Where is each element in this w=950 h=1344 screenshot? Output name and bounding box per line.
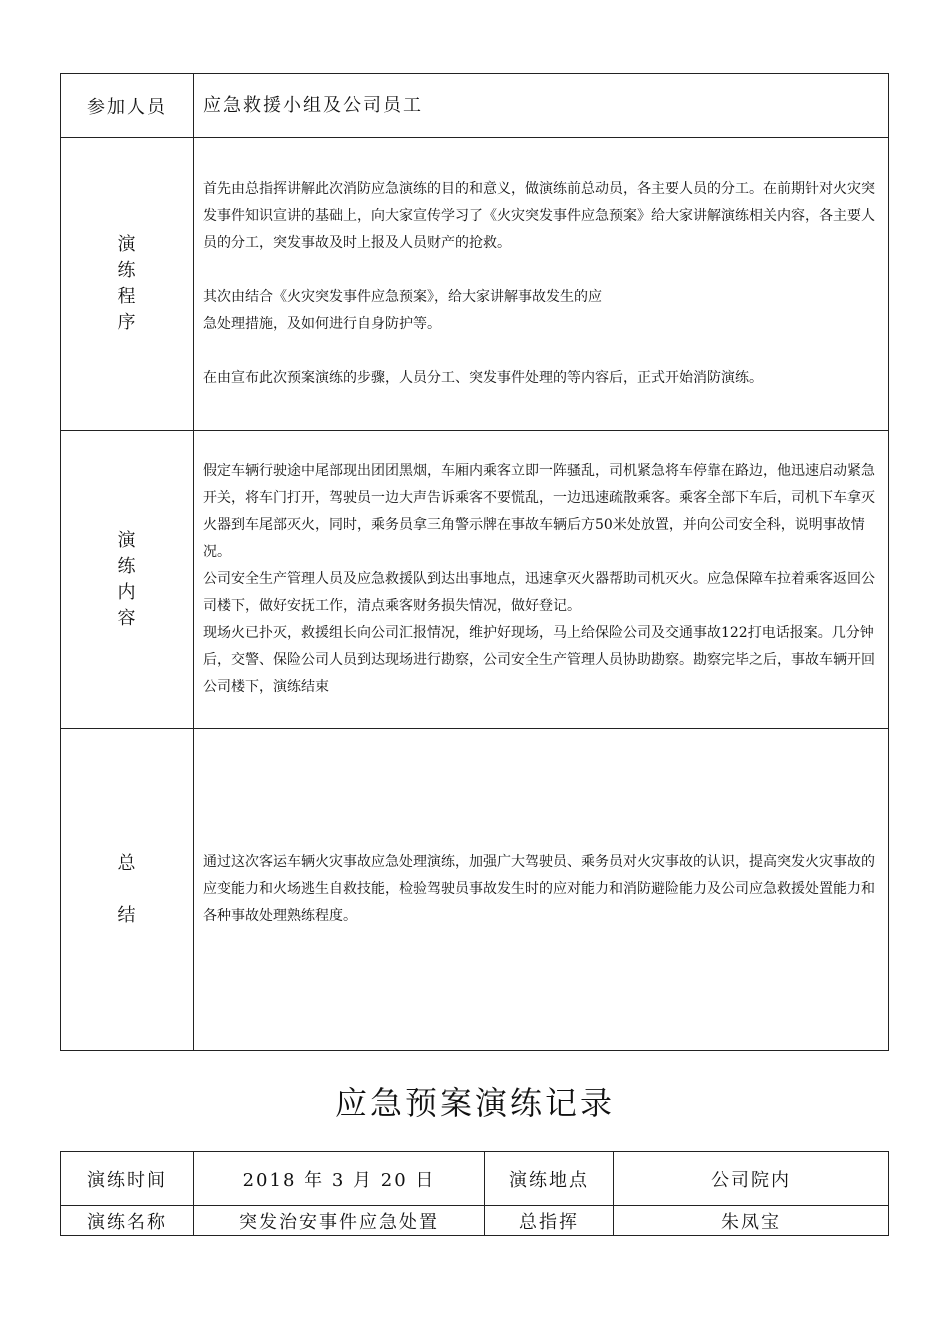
summary-row [61, 729, 889, 1051]
procedure-label-text [118, 232, 137, 336]
content-label [61, 431, 194, 729]
procedure-label [61, 138, 194, 431]
procedure-row [61, 138, 889, 431]
drill-place-value: 公司院内 [614, 1152, 889, 1206]
procedure-paragraph: 在由宣布此次预案演练的步骤，人员分工、突发事件处理的等内容后，正式开始消防演练。 [203, 370, 763, 386]
procedure-value [194, 138, 889, 431]
content-label-char: 内 [117, 581, 137, 603]
summary-label [61, 729, 194, 1051]
drill-time-label: 演练时间 [61, 1152, 194, 1206]
procedure-label-char: 练 [117, 260, 137, 281]
commander-value: 朱凤宝 [614, 1206, 889, 1236]
info-row-name-commander [61, 1206, 889, 1236]
procedure-paragraph: 急处理措施，及如何进行自身防护等。 [203, 316, 441, 332]
content-label-char: 演 [117, 529, 137, 551]
content-paragraph: 公司安全生产管理人员及应急救援队到达出事地点，迅速拿灭火器帮助司机灭火。应急保障车拉着乘客返回公司楼下，做好安抚工作，清点乘客财务损失情况，做好登记。 [203, 571, 875, 614]
content-paragraph: 假定车辆行驶途中尾部现出团团黑烟，车厢内乘客立即一阵骚乱，司机紧急将车停靠在路边，他迅速启动紧急开关，将车门打开，驾驶员一边大声告诉乘客不要慌乱，一边迅速疏散乘客。乘客全部下车后，司机下车拿灭火器到车尾部灭火，同时，乘务员拿三角警示牌在事故车辆后方50米处放置，并向公司安全科，说明事故情况。 [203, 463, 875, 560]
participants-value: 应急救援小组及公司员工 [194, 74, 889, 138]
info-row-time-place [61, 1152, 889, 1206]
summary-paragraph: 通过这次客运车辆火灾事故应急处理演练，加强广大驾驶员、乘务员对火灾事故的认识，提高突发火灾事故的应变能力和火场逃生自救技能，检验驾驶员事故发生时的应对能力和消防避险能力及公司应急救援处置能力和各种事故处理熟练程度。 [203, 854, 875, 924]
document-title: 应急预案演练记录 [334, 1084, 615, 1122]
content-paragraph: 现场火已扑灭，救援组长向公司汇报情况，维护好现场，马上给保险公司及交通事故122打电话报案。几分钟后，交警、保险公司人员到达现场进行勘察，公司安全生产管理人员协助勘察。勘察完毕之后，事故车辆开回公司楼下，演练结束 [203, 625, 875, 695]
drill-name-label: 演练名称 [61, 1206, 194, 1236]
drill-time-value: 2018 年 3 月 20 日 [194, 1152, 485, 1206]
participants-label: 参加人员 [61, 74, 194, 138]
content-label-char: 练 [117, 555, 137, 577]
summary-label-spacer [118, 877, 137, 903]
procedure-paragraph: 其次由结合《火灾突发事件应急预案》，给大家讲解事故发生的应 [203, 289, 602, 305]
drill-info-table [60, 1151, 889, 1236]
drill-place-label: 演练地点 [485, 1152, 614, 1206]
drill-name-value: 突发治安事件应急处置 [194, 1206, 485, 1236]
content-label-text [118, 528, 137, 632]
summary-label-text [118, 851, 137, 929]
summary-label-char: 总 [117, 852, 137, 874]
procedure-label-char: 序 [117, 312, 137, 333]
content-label-char: 容 [117, 607, 137, 629]
drill-record-table [60, 73, 889, 1051]
content-row [61, 431, 889, 729]
summary-label-char: 结 [117, 904, 137, 926]
participants-row [61, 74, 889, 138]
summary-value [194, 729, 889, 1051]
procedure-paragraph: 首先由总指挥讲解此次消防应急演练的目的和意义，做演练前总动员，各主要人员的分工。在前期针对火灾突发事件知识宣讲的基础上，向大家宣传学习了《火灾突发事件应急预案》给大家讲解演练相关内容，各主要人员的分工，突发事故及时上报及人员财产的抢救。 [203, 181, 875, 251]
commander-label: 总指挥 [485, 1206, 614, 1236]
procedure-label-char: 演 [117, 234, 137, 255]
content-value [194, 431, 889, 729]
procedure-label-char: 程 [117, 286, 137, 307]
